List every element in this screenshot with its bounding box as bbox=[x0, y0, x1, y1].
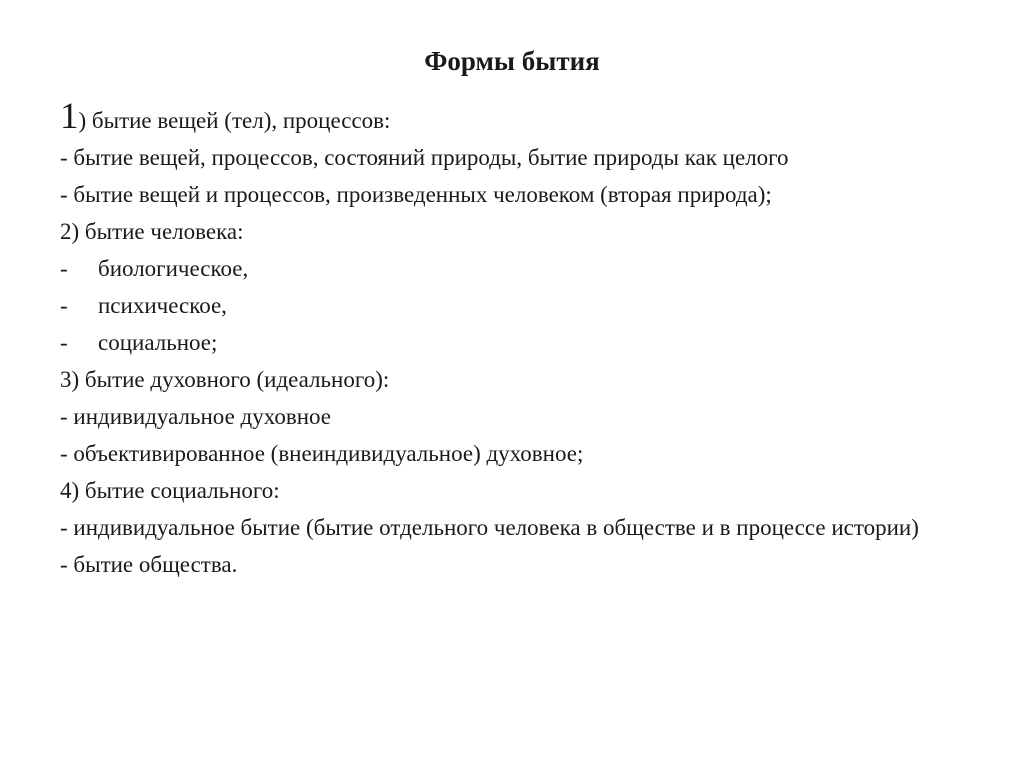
section-1-heading-text: ) бытие вещей (тел), процессов: bbox=[78, 108, 391, 133]
list-item bbox=[60, 292, 960, 320]
list-item-text: социальное; bbox=[98, 330, 218, 355]
section-1-number: 1 bbox=[60, 96, 79, 137]
list-item-text: психическое, bbox=[98, 293, 227, 318]
section-3-heading: 3) бытие духовного (идеального): bbox=[60, 367, 390, 392]
list-item: - индивидуальное духовное bbox=[60, 404, 332, 429]
list-item: - бытие вещей и процессов, произведенных человеком (вторая природа); bbox=[60, 182, 772, 207]
list-item bbox=[60, 329, 960, 357]
list-item bbox=[60, 255, 960, 283]
list-item: - объективированное (внеиндивидуальное) духовное; bbox=[60, 441, 584, 466]
list-item: - индивидуальное бытие (бытие отдельного человека в обществе и в процессе истории) bbox=[60, 515, 919, 540]
section-2-heading: 2) бытие человека: bbox=[60, 219, 244, 244]
section-1-heading bbox=[60, 96, 960, 137]
list-item: - бытие вещей, процессов, состояний природы, бытие природы как целого bbox=[60, 145, 789, 170]
section-4-heading: 4) бытие социального: bbox=[60, 478, 280, 503]
slide-title: Формы бытия bbox=[424, 46, 600, 76]
list-item: - бытие общества. bbox=[60, 552, 238, 577]
list-dash: - bbox=[60, 293, 68, 318]
list-dash: - bbox=[60, 256, 68, 281]
list-dash: - bbox=[60, 330, 68, 355]
slide-content bbox=[60, 96, 960, 588]
list-item-text: биологическое, bbox=[98, 256, 249, 281]
